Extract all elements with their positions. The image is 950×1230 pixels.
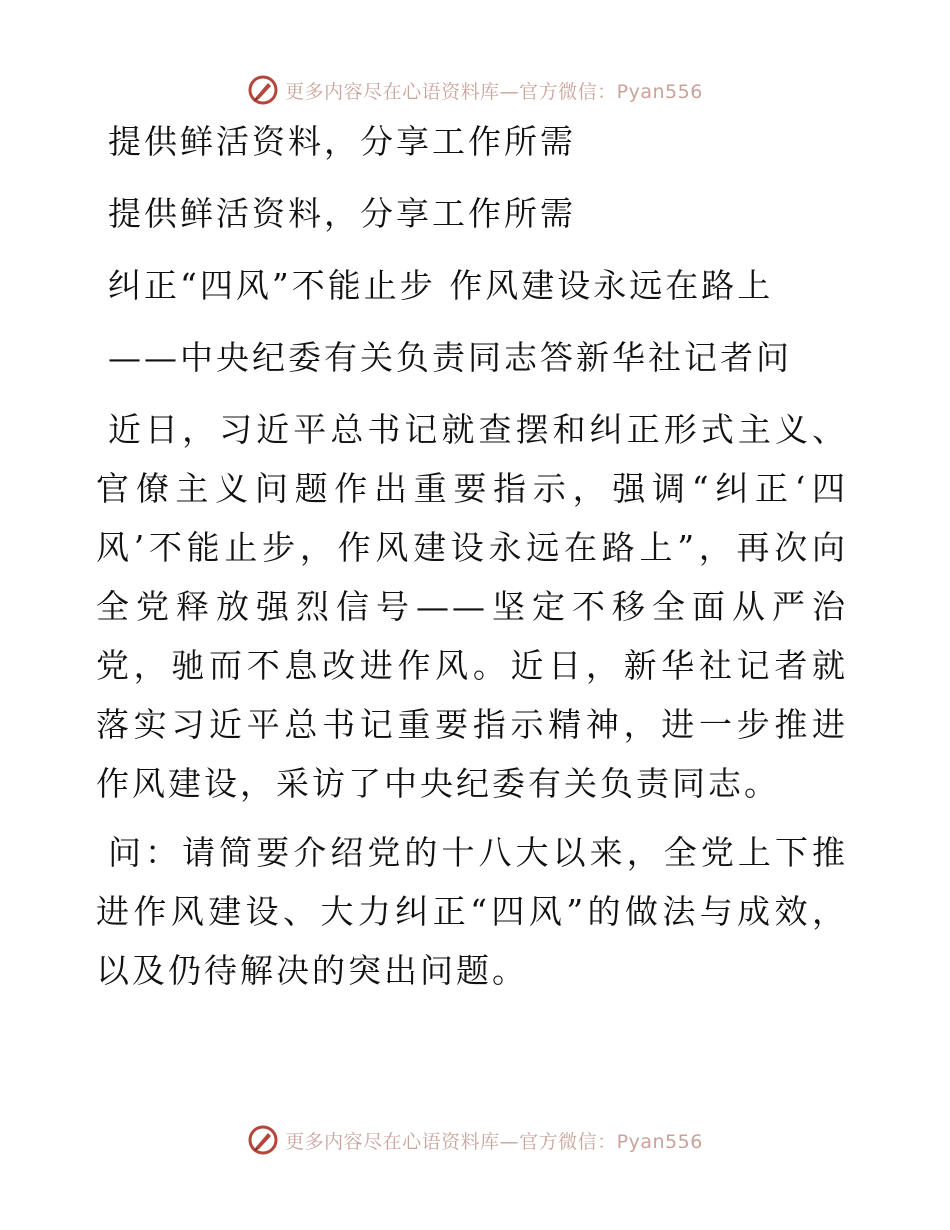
watermark-text: 更多内容尽在心语资料库—官方微信：Pyan556 <box>285 80 703 103</box>
tagline-first: 提供鲜活资料，分享工作所需 <box>108 122 576 161</box>
pen-logo-icon <box>247 1124 279 1156</box>
paragraph-intro: 近日，习近平总书记就查摆和纠正形式主义、官僚主义问题作出重要指示，强调“纠正‘四风’不能止步，作风建设永远在路上”，再次向全党释放强烈信号——坚定不移全面从严治党，驰而不息改进作风。近日，新华社记者就落实习近平总书记重要指示精神，进一步推进作风建设，采访了中央纪委有关负责同志。 <box>96 410 848 803</box>
document-body <box>96 118 848 1000</box>
header-watermark <box>0 72 950 108</box>
footer-watermark <box>0 1122 950 1158</box>
watermark-text: 更多内容尽在心语资料库—官方微信：Pyan556 <box>285 1130 703 1153</box>
paragraph-question: 问：请简要介绍党的十八大以来，全党上下推进作风建设、大力纠正“四风”的做法与成效，以及仍待解决的突出问题。 <box>96 833 848 990</box>
article-subtitle: ——中央纪委有关负责同志答新华社记者问 <box>108 338 792 377</box>
pen-logo-icon <box>247 74 279 106</box>
tagline-second: 提供鲜活资料，分享工作所需 <box>108 194 576 233</box>
article-title: 纠正“四风”不能止步 作风建设永远在路上 <box>108 266 774 305</box>
